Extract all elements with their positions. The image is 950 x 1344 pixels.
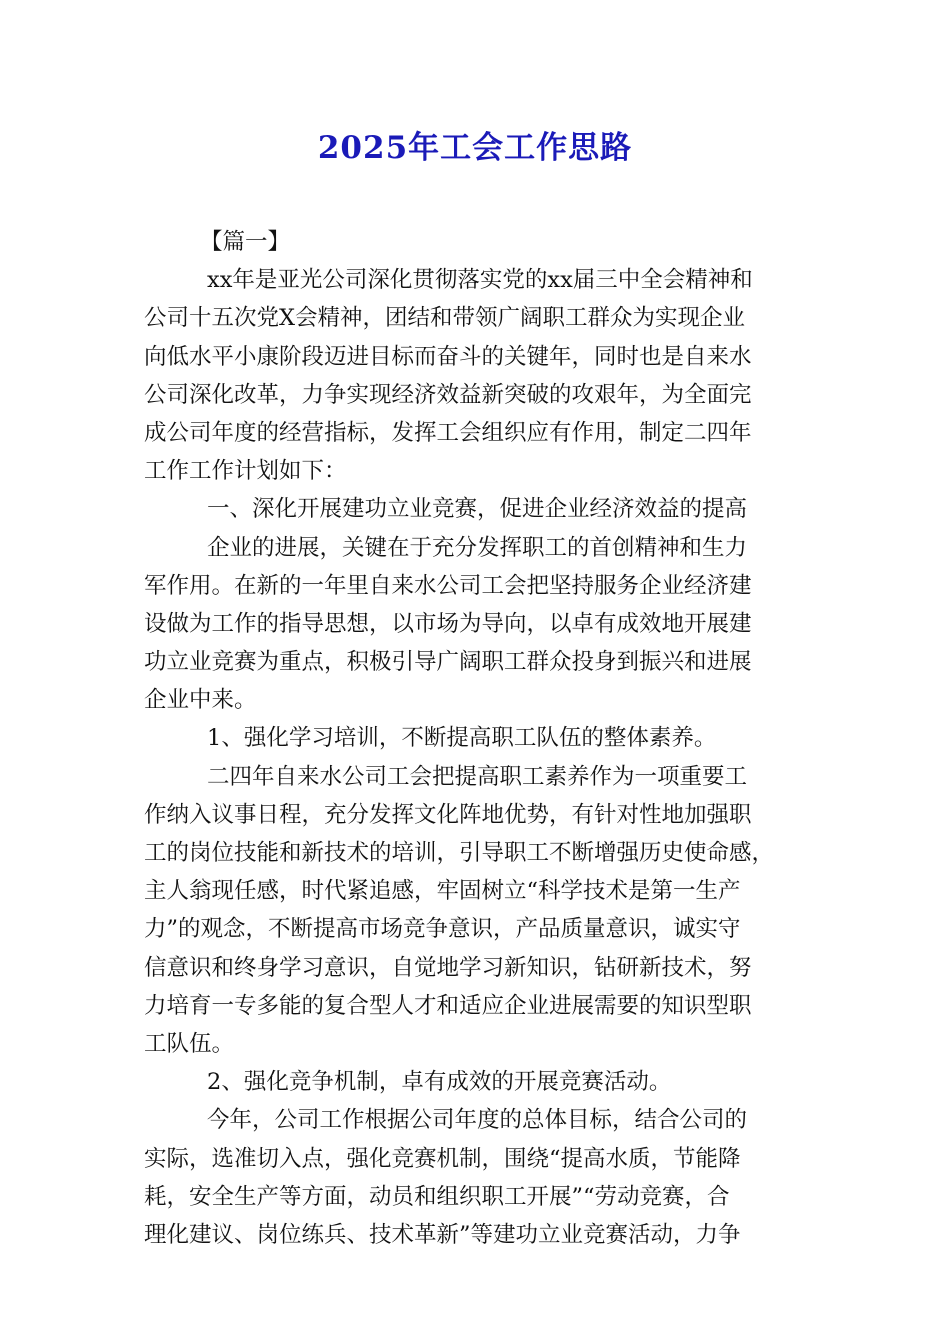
text-line: 军作用。在新的一年里自来水公司工会把坚持服务企业经济建 <box>144 572 752 599</box>
text-line: 二四年自来水公司工会把提高职工素养作为一项重要工 <box>207 763 748 790</box>
section-label: 【篇一】 <box>200 229 291 255</box>
text-line: 耗，安全生产等方面，动员和组织职工开展”“劳动竞赛，合 <box>144 1183 730 1210</box>
text-line: xx年是亚光公司深化贯彻落实党的xx届三中全会精神和 <box>207 267 753 294</box>
document-title: 2025年工会工作思路 <box>317 130 633 166</box>
text-line: 理化建议、岗位练兵、技术革新”等建功立业竞赛活动，力争 <box>144 1221 741 1248</box>
text-line: 一、深化开展建功立业竞赛，促进企业经济效益的提高 <box>207 496 748 523</box>
text-line: 今年，公司工作根据公司年度的总体目标，结合公司的 <box>207 1107 748 1134</box>
document-body <box>144 223 808 1254</box>
text-line: 成公司年度的经营指标，发挥工会组织应有作用，制定二四年 <box>144 419 752 446</box>
text-line: 向低水平小康阶段迈进目标而奋斗的关键年，同时也是自来水 <box>144 343 752 370</box>
text-line: 企业的进展，关键在于充分发挥职工的首创精神和生力 <box>207 534 748 561</box>
text-line: 功立业竞赛为重点，积极引导广阔职工群众投身到振兴和进展 <box>144 649 752 676</box>
text-line: 实际，选准切入点，强化竞赛机制，围绕“提高水质，节能降 <box>144 1145 741 1172</box>
text-line: 企业中来。 <box>144 687 257 714</box>
text-line: 信意识和终身学习意识，自觉地学习新知识，钻研新技术，努 <box>144 954 752 981</box>
text-line: 工的岗位技能和新技术的培训，引导职工不断增强历史使命感， <box>144 840 775 866</box>
text-line: 主人翁现任感，时代紧追感，牢固树立“科学技术是第一生产 <box>144 878 741 905</box>
text-line: 公司深化改革，力争实现经济效益新突破的攻艰年，为全面完 <box>144 381 752 408</box>
text-line: 力”的观念，不断提高市场竞争意识，产品质量意识，诚实守 <box>144 916 741 943</box>
text-line: 工作工作计划如下： <box>144 458 347 485</box>
text-line: 公司十五次党X会精神，团结和带领广阔职工群众为实现企业 <box>144 305 746 332</box>
text-line: 1、强化学习培训，不断提高职工队伍的整体素养。 <box>207 725 717 752</box>
text-line: 设做为工作的指导思想，以市场为导向，以卓有成效地开展建 <box>144 610 752 637</box>
text-line: 工队伍。 <box>144 1030 235 1057</box>
text-line: 作纳入议事日程，充分发挥文化阵地优势，有针对性地加强职 <box>144 801 752 828</box>
text-line: 力培育一专多能的复合型人才和适应企业进展需要的知识型职 <box>144 992 752 1019</box>
text-line: 2、强化竞争机制，卓有成效的开展竞赛活动。 <box>207 1069 672 1096</box>
